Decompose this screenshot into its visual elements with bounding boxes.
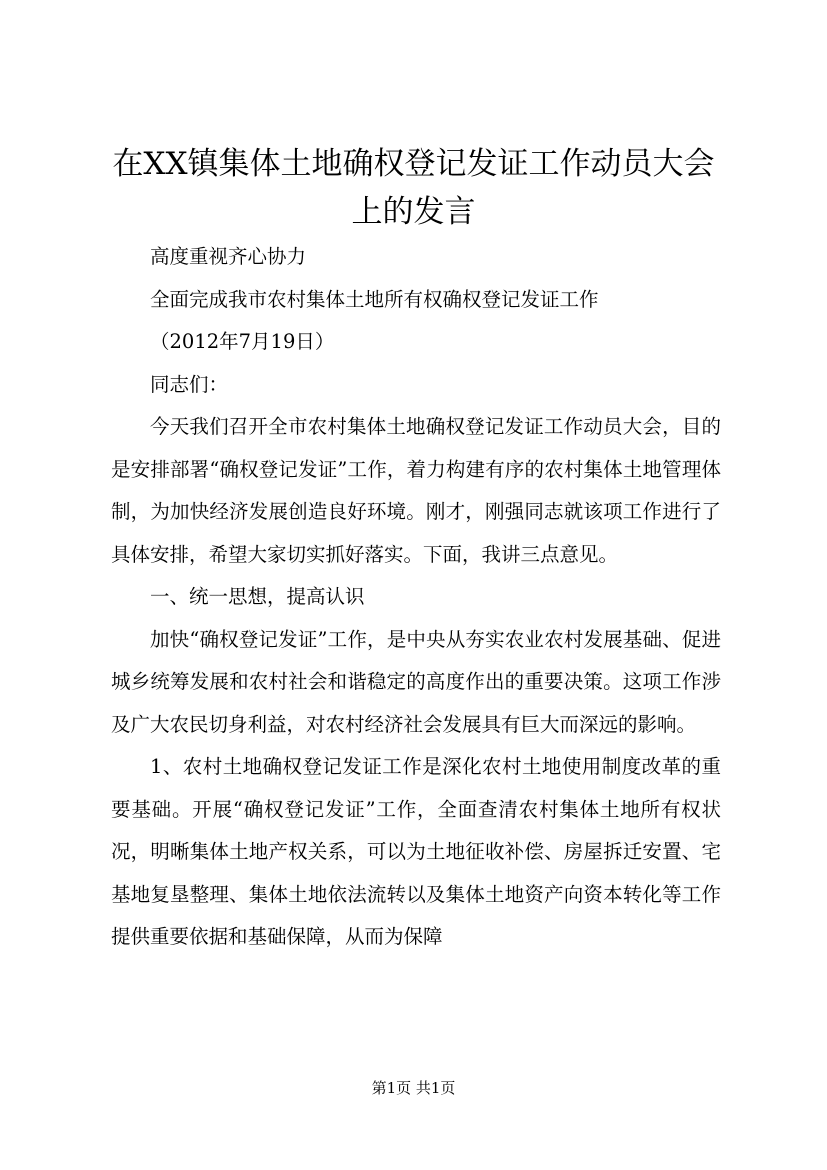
paragraph-intro: 今天我们召开全市农村集体土地确权登记发证工作动员大会，目的是安排部署“确权登记发证”工作，着力构建有序的农村集体土地管理体制，为加快经济发展创造良好环境。刚才，刚强同志就该项工作进行了具体安排，希望大家切实抓好落实。下面，我讲三点意见。 [111, 415, 721, 566]
subtitle-line-1: 高度重视齐心协力 [150, 245, 307, 268]
section-heading-1: 一、统一思想，提高认识 [150, 585, 365, 608]
date-line: （2012年7月19日） [150, 330, 335, 353]
subtitle-line-2: 全面完成我市农村集体土地所有权确权登记发证工作 [150, 287, 599, 311]
document-body [111, 236, 721, 959]
page-footer: 第1页 共1页 [371, 1079, 456, 1097]
paragraph-point-1: 1、农村土地确权登记发证工作是深化农村土地使用制度改革的重要基础。开展“确权登记发证”工作，全面查清农村集体土地所有权状况，明晰集体土地产权关系，可以为土地征收补偿、房屋拆迁安置、宅基地复垦整理、集体土地依法流转以及集体土地资产向资本转化等工作提供重要依据和基础保障，从而为保障 [111, 755, 721, 948]
paragraph-section-1: 加快“确权登记发证”工作，是中央从夯实农业农村发展基础、促进城乡统筹发展和农村社会和谐稳定的高度作出的重要决策。这项工作涉及广大农民切身利益，对农村经济社会发展具有巨大而深远的影响。 [111, 627, 721, 736]
document-title: 在XX镇集体土地确权登记发证工作动员大会上的发言 [112, 146, 715, 230]
salutation: 同志们： [150, 372, 229, 396]
